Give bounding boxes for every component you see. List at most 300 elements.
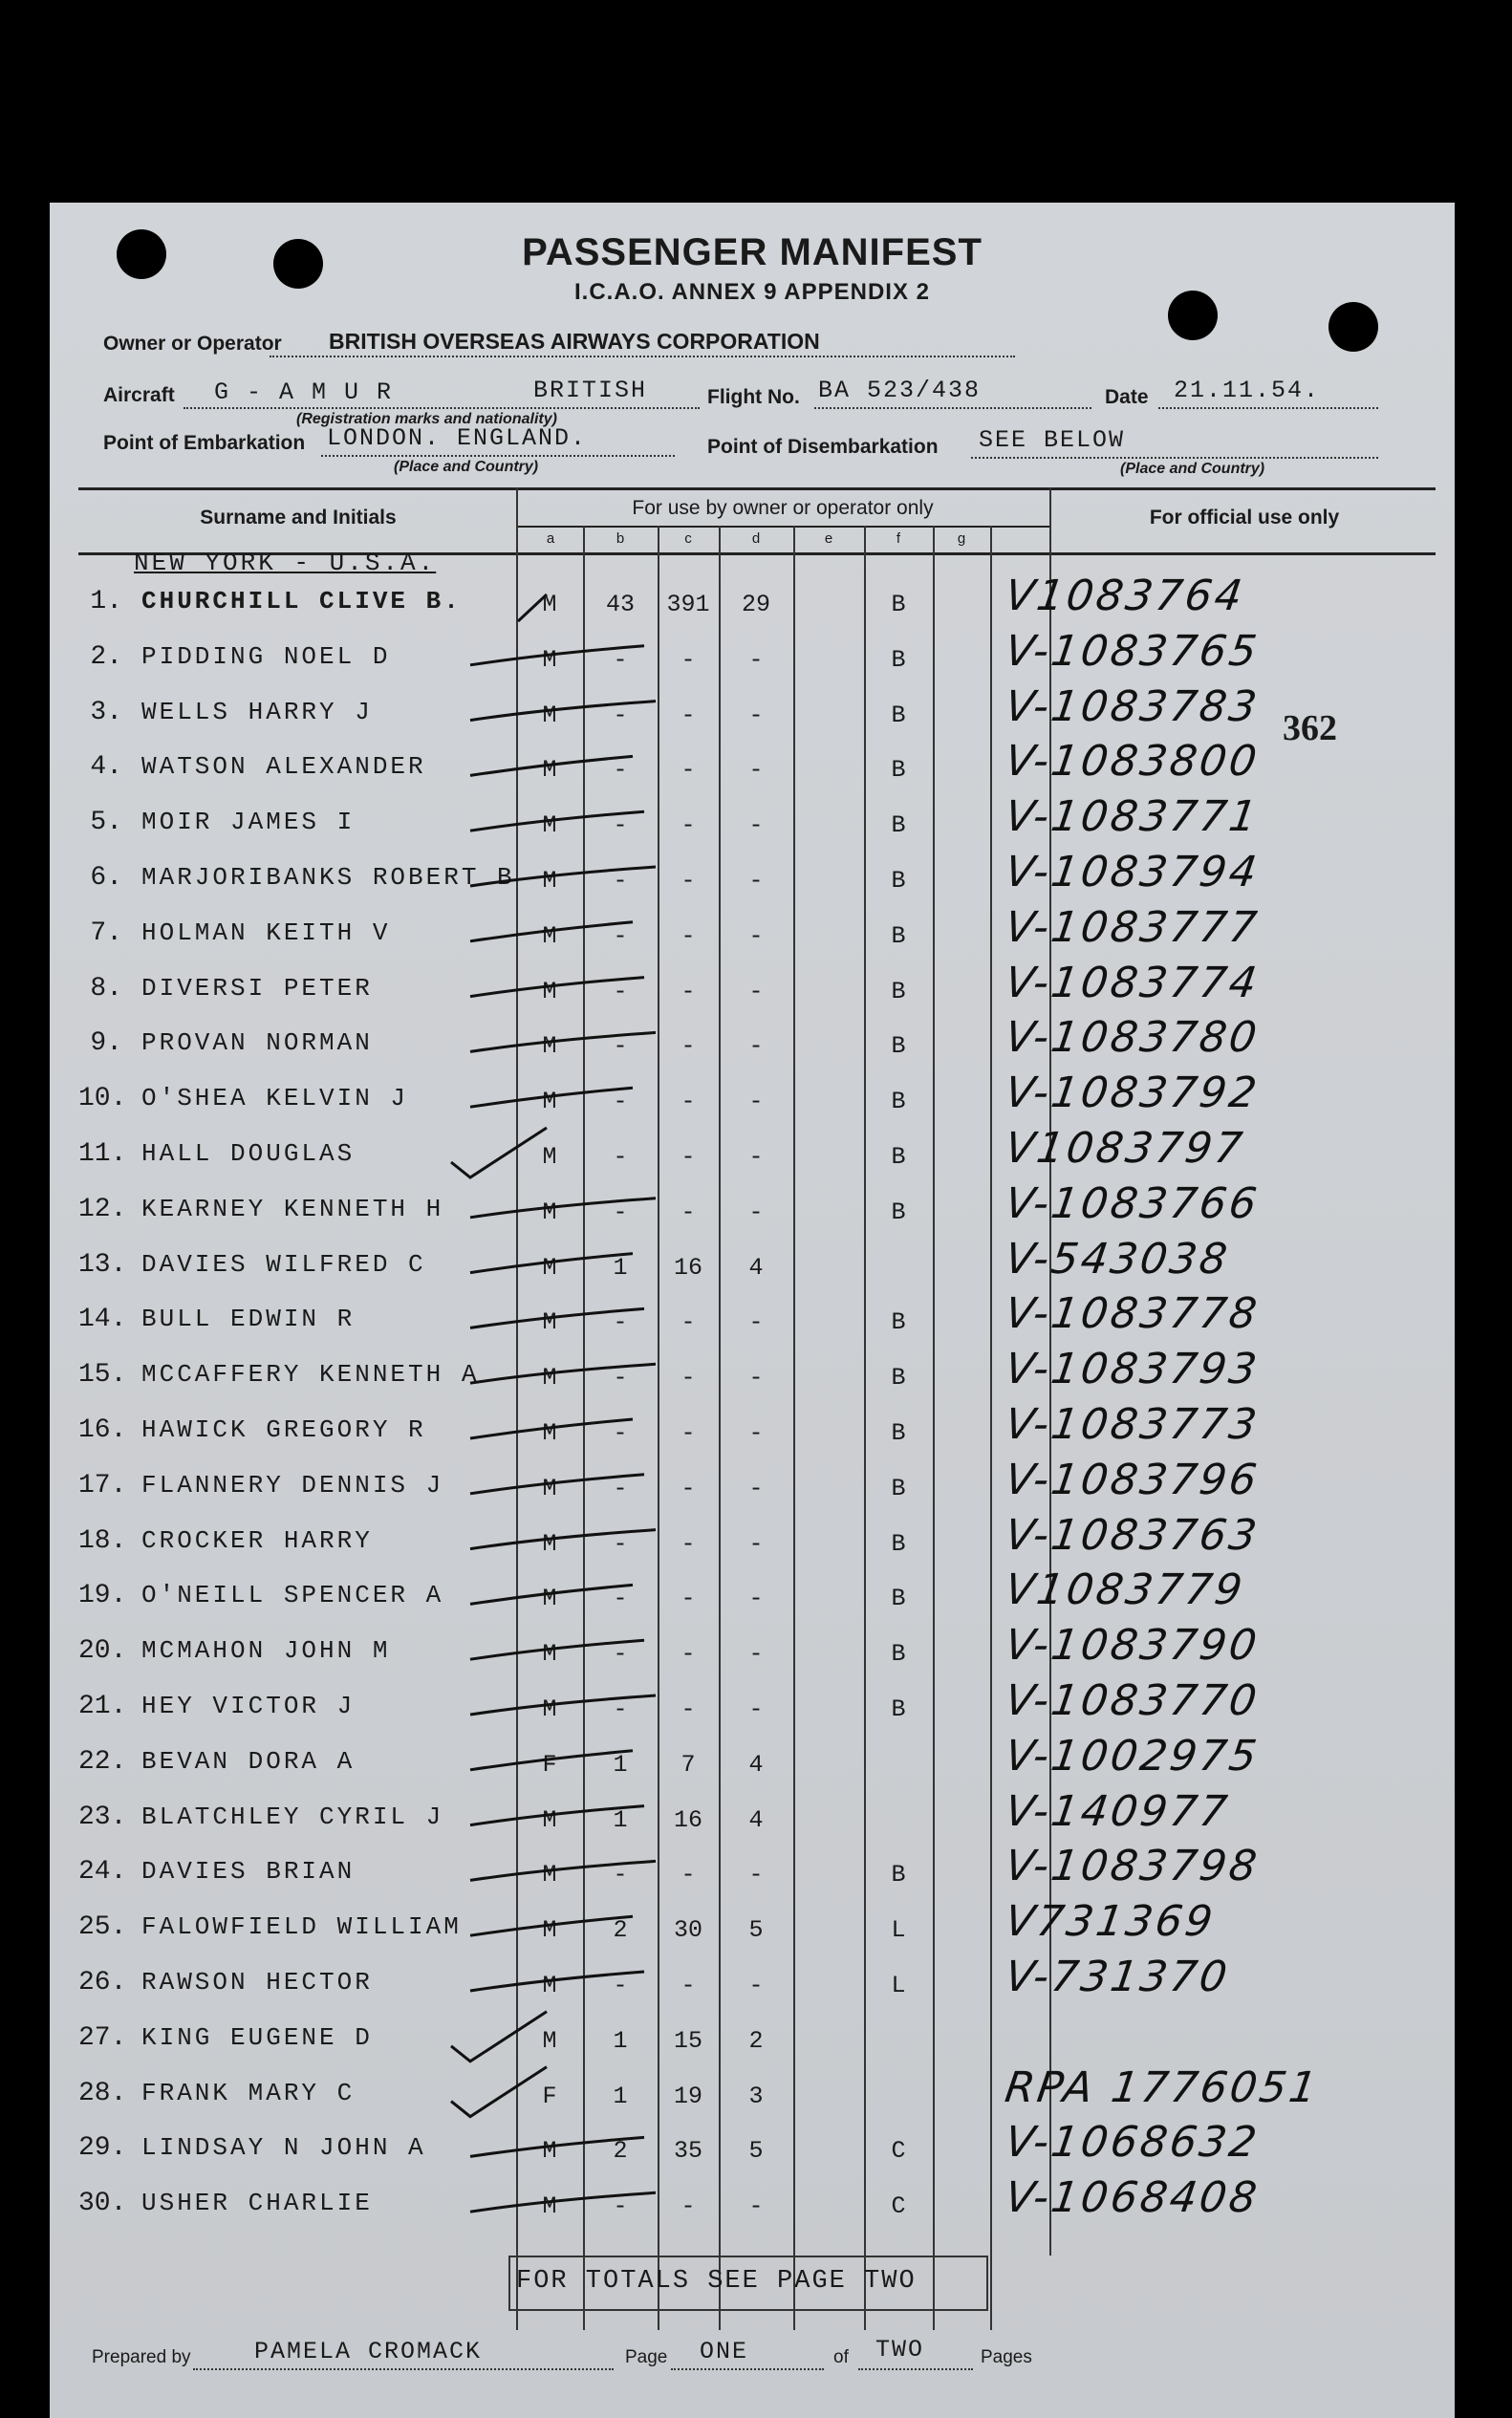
cell-d: 4 <box>748 1750 764 1779</box>
row-number: 2. <box>90 641 122 672</box>
passenger-name: O'NEILL SPENCER A <box>141 1581 444 1610</box>
passenger-name: MARJORIBANKS ROBERT B <box>141 863 515 892</box>
of-label: of <box>833 2347 849 2367</box>
cell-d: - <box>748 1529 764 1558</box>
check-mark <box>470 1530 656 1549</box>
cell-c: - <box>680 811 696 840</box>
visa-number: V-1083777 <box>1002 902 1263 952</box>
cell-d: - <box>748 1585 764 1613</box>
row-number: 1. <box>90 587 122 616</box>
cell-c: - <box>680 1308 696 1337</box>
cell-b: 1 <box>613 1253 628 1282</box>
visa-number: V-1083793 <box>1002 1345 1263 1394</box>
row-number: 4. <box>90 752 122 783</box>
embarkation-label: Point of Embarkation <box>103 432 306 454</box>
check-mark <box>470 978 644 997</box>
sub-column-f: f <box>896 530 901 547</box>
passenger-name: WATSON ALEXANDER <box>141 752 426 782</box>
sub-column-c: c <box>684 530 692 547</box>
cell-c: 391 <box>666 591 710 618</box>
visa-number: V-1068408 <box>1002 2173 1263 2223</box>
visa-number: V-1083780 <box>1002 1013 1263 1063</box>
date-value: 21.11.54. <box>1174 377 1321 404</box>
visa-number: RPA 1776051 <box>1002 2062 1323 2112</box>
passenger-name: MCMAHON JOHN M <box>141 1636 391 1666</box>
check-mark <box>470 1972 644 1991</box>
cell-b: - <box>613 1695 628 1723</box>
visa-number: V-1083790 <box>1002 1621 1263 1671</box>
of-value: TWO <box>875 2336 925 2364</box>
cell-d: - <box>748 1861 764 1889</box>
check-mark <box>518 594 547 621</box>
check-mark <box>470 1419 633 1438</box>
check-mark <box>470 1916 633 1935</box>
cell-d: 5 <box>748 1916 764 1945</box>
cell-a: M <box>542 867 557 895</box>
cell-b: - <box>613 1972 628 1999</box>
official-use-column-header: For official use only <box>1149 507 1340 529</box>
row-number: 9. <box>90 1028 122 1059</box>
cell-d: 4 <box>748 1253 764 1282</box>
cell-f: B <box>891 1861 906 1889</box>
cell-b: - <box>613 921 628 950</box>
cell-d: - <box>748 1474 764 1502</box>
cell-c: - <box>680 1364 696 1393</box>
cell-a: M <box>542 1805 557 1834</box>
cell-a: M <box>542 2026 557 2055</box>
cell-a: M <box>542 756 557 785</box>
check-mark <box>470 922 633 941</box>
visa-number: V-1083796 <box>1002 1455 1263 1504</box>
nationality-value: BRITISH <box>533 377 648 404</box>
check-mark <box>470 1861 656 1880</box>
totals-note: FOR TOTALS SEE PAGE TWO <box>516 2267 917 2296</box>
cell-d: - <box>748 2192 764 2221</box>
cell-c: 15 <box>673 2026 702 2055</box>
cell-d: 3 <box>748 2082 764 2110</box>
page-label: Page <box>625 2347 668 2367</box>
check-mark <box>470 1695 656 1715</box>
cell-a: M <box>542 1474 557 1502</box>
cell-a: M <box>542 1143 557 1171</box>
cell-f: B <box>891 1143 906 1171</box>
cell-b: 1 <box>613 1750 628 1779</box>
passenger-name: USHER CHARLIE <box>141 2189 373 2218</box>
row-number: 30. <box>78 2189 127 2219</box>
cell-f: L <box>891 1916 906 1945</box>
flight-value: BA 523/438 <box>818 377 982 404</box>
cell-f: C <box>891 2137 906 2166</box>
cell-d: - <box>748 701 764 729</box>
check-mark <box>451 2012 547 2062</box>
cell-b: - <box>613 1861 628 1889</box>
passenger-name: HAWICK GREGORY R <box>141 1415 426 1444</box>
cell-d: 4 <box>748 1805 764 1834</box>
cell-a: M <box>542 2192 557 2221</box>
cell-c: - <box>680 867 696 895</box>
check-mark <box>451 2067 547 2117</box>
passenger-name: MCCAFFERY KENNETH A <box>141 1360 480 1390</box>
cell-b: - <box>613 1529 628 1558</box>
disembarkation-label: Point of Disembarkation <box>707 436 939 458</box>
check-mark <box>470 1254 633 1273</box>
cell-a: M <box>542 1529 557 1558</box>
row-number: 22. <box>78 1746 127 1777</box>
row-number: 21. <box>78 1692 127 1721</box>
cell-c: 30 <box>673 1916 702 1945</box>
cell-d: - <box>748 645 764 674</box>
row-number: 12. <box>78 1194 127 1224</box>
cell-f: B <box>891 1088 906 1116</box>
document-title: PASSENGER MANIFEST <box>522 231 983 273</box>
cell-c: - <box>680 2192 696 2221</box>
visa-number: V-1083778 <box>1002 1289 1263 1339</box>
cell-c: 35 <box>673 2137 702 2166</box>
cell-f: L <box>891 1972 906 1999</box>
cell-f: B <box>891 1695 906 1723</box>
cell-d: - <box>748 1695 764 1723</box>
cell-a: M <box>542 921 557 950</box>
row-number: 17. <box>78 1470 127 1500</box>
cell-b: - <box>613 1308 628 1337</box>
cell-f: B <box>891 1529 906 1558</box>
check-mark <box>470 1475 644 1494</box>
cell-b: - <box>613 867 628 895</box>
visa-number: V-1083794 <box>1002 848 1263 896</box>
cell-d: - <box>748 1032 764 1061</box>
cell-c: - <box>680 921 696 950</box>
cell-b: - <box>613 701 628 729</box>
cell-b: - <box>613 1640 628 1669</box>
disembarkation-value: SEE BELOW <box>979 426 1126 454</box>
cell-a: F <box>542 2082 557 2110</box>
row-number: 6. <box>90 863 122 893</box>
cell-a: F <box>542 1750 557 1779</box>
cell-a: M <box>542 1585 557 1613</box>
row-number: 8. <box>90 973 122 1004</box>
cell-a: M <box>542 811 557 840</box>
check-mark <box>470 811 644 831</box>
row-number: 25. <box>78 1912 127 1943</box>
cell-f: B <box>891 977 906 1005</box>
flight-label: Flight No. <box>707 386 800 408</box>
cell-f: B <box>891 591 906 618</box>
check-mark <box>470 756 633 775</box>
sub-column-d: d <box>751 530 761 547</box>
check-mark <box>470 702 656 721</box>
cell-c: - <box>680 1143 696 1171</box>
passenger-name: BLATCHLEY CYRIL J <box>141 1802 444 1831</box>
passenger-name: DAVIES BRIAN <box>141 1857 356 1887</box>
visa-number: V1083797 <box>1002 1124 1248 1173</box>
row-number: 18. <box>78 1525 127 1556</box>
cell-c: - <box>680 756 696 785</box>
cell-a: M <box>542 1861 557 1889</box>
visa-number: V-1083771 <box>1002 792 1263 842</box>
visa-number: V-1002975 <box>1002 1731 1263 1781</box>
cell-d: 2 <box>748 2026 764 2055</box>
cell-d: - <box>748 1143 764 1171</box>
cell-f: B <box>891 1308 906 1337</box>
date-label: Date <box>1105 386 1149 408</box>
cell-c: - <box>680 1861 696 1889</box>
passenger-name: PROVAN NORMAN <box>141 1028 373 1058</box>
cell-f: B <box>891 1474 906 1502</box>
check-mark <box>470 2192 656 2212</box>
disembarkation-note: (Place and Country) <box>1120 461 1265 477</box>
sub-column-g: g <box>957 530 966 547</box>
cell-b: - <box>613 1032 628 1061</box>
cell-b: - <box>613 1198 628 1226</box>
row-number: 15. <box>78 1360 127 1391</box>
cell-a: M <box>542 1419 557 1447</box>
embarkation-note: (Place and Country) <box>394 459 539 475</box>
cell-b: - <box>613 977 628 1005</box>
cell-b: 2 <box>613 2137 628 2166</box>
cell-d: - <box>748 1972 764 1999</box>
cell-d: - <box>748 811 764 840</box>
cell-c: - <box>680 1032 696 1061</box>
cell-d: - <box>748 1088 764 1116</box>
visa-number: V-1068632 <box>1002 2118 1263 2168</box>
visa-number: V-731370 <box>1002 1953 1233 2001</box>
passenger-name: BEVAN DORA A <box>141 1746 356 1776</box>
visa-number: V-1083783 <box>1002 681 1263 731</box>
cell-d: - <box>748 756 764 785</box>
cell-c: - <box>680 1088 696 1116</box>
cell-c: 7 <box>680 1750 696 1779</box>
cell-a: M <box>542 1198 557 1226</box>
visa-number: V1083779 <box>1002 1565 1248 1615</box>
cell-f: C <box>891 2192 906 2221</box>
row-number: 14. <box>78 1305 127 1335</box>
cell-d: - <box>748 1364 764 1393</box>
check-mark <box>470 867 656 886</box>
cell-c: - <box>680 645 696 674</box>
cell-a: M <box>542 1364 557 1393</box>
visa-number: V-1083765 <box>1002 626 1263 676</box>
row-number: 13. <box>78 1249 127 1280</box>
page-value: ONE <box>700 2338 749 2365</box>
cell-f: B <box>891 701 906 729</box>
cell-b: 1 <box>613 2082 628 2110</box>
cell-b: - <box>613 645 628 674</box>
cell-f: B <box>891 756 906 785</box>
cell-a: M <box>542 1253 557 1282</box>
passenger-name: CHURCHILL CLIVE B. <box>141 587 462 615</box>
cell-d: - <box>748 977 764 1005</box>
check-mark <box>470 1032 656 1051</box>
visa-number: V-543038 <box>1002 1234 1233 1284</box>
cell-c: - <box>680 1640 696 1669</box>
passenger-name: HOLMAN KEITH V <box>141 918 391 947</box>
owner-use-column-header: For use by owner or operator only <box>632 497 934 519</box>
visa-number: V-1083800 <box>1002 737 1263 787</box>
cell-c: - <box>680 977 696 1005</box>
prepared-by-label: Prepared by <box>92 2347 191 2367</box>
cell-a: M <box>542 591 557 618</box>
registration-note: (Registration marks and nationality) <box>296 411 557 427</box>
cell-b: - <box>613 1585 628 1613</box>
row-number: 16. <box>78 1415 127 1445</box>
visa-number: V-1083792 <box>1002 1069 1263 1118</box>
visa-number: V731369 <box>1002 1897 1219 1947</box>
tick-marks <box>50 203 1455 2418</box>
cell-d: - <box>748 1198 764 1226</box>
check-mark <box>470 1088 633 1107</box>
cell-b: - <box>613 1419 628 1447</box>
cell-b: - <box>613 1474 628 1502</box>
cell-f: B <box>891 645 906 674</box>
check-mark <box>470 1585 633 1604</box>
cell-c: - <box>680 1474 696 1502</box>
passenger-name: HALL DOUGLAS <box>141 1139 356 1168</box>
cell-b: 1 <box>613 1805 628 1834</box>
cell-b: - <box>613 2192 628 2221</box>
cell-c: - <box>680 1198 696 1226</box>
row-number: 24. <box>78 1857 127 1888</box>
passenger-name: LINDSAY N JOHN A <box>141 2133 426 2163</box>
cell-b: 2 <box>613 1916 628 1945</box>
cell-a: M <box>542 1308 557 1337</box>
row-number: 19. <box>78 1581 127 1611</box>
row-number: 29. <box>78 2133 127 2164</box>
visa-number: V-1083770 <box>1002 1676 1263 1725</box>
cell-f: B <box>891 1419 906 1447</box>
row-number: 20. <box>78 1636 127 1667</box>
cell-b: - <box>613 811 628 840</box>
row-number: 27. <box>78 2022 127 2053</box>
visa-number: V-1083763 <box>1002 1510 1263 1560</box>
surname-column-header: Surname and Initials <box>200 507 397 529</box>
cell-c: - <box>680 1695 696 1723</box>
cell-c: - <box>680 1585 696 1613</box>
cell-c: 16 <box>673 1253 702 1282</box>
passenger-name: FLANNERY DENNIS J <box>141 1470 444 1500</box>
cell-c: - <box>680 1972 696 1999</box>
row-number: 23. <box>78 1802 127 1832</box>
cell-b: 43 <box>605 591 635 618</box>
cell-d: - <box>748 1419 764 1447</box>
cell-f: B <box>891 1640 906 1669</box>
check-mark <box>470 1640 644 1659</box>
cell-a: M <box>542 1032 557 1061</box>
sub-column-b: b <box>616 530 625 547</box>
visa-number: V-140977 <box>1002 1786 1233 1836</box>
visa-number: V-1083766 <box>1002 1178 1263 1228</box>
destination-heading: NEW YORK - U.S.A. <box>134 549 437 577</box>
passenger-name: DAVIES WILFRED C <box>141 1249 426 1279</box>
passenger-name: KEARNEY KENNETH H <box>141 1194 444 1223</box>
pages-label: Pages <box>981 2347 1032 2367</box>
cell-f: B <box>891 811 906 840</box>
passenger-name: RAWSON HECTOR <box>141 1968 373 1997</box>
passenger-name: FALOWFIELD WILLIAM <box>141 1912 462 1942</box>
row-number: 11. <box>78 1139 127 1169</box>
passenger-name: PIDDING NOEL D <box>141 641 391 671</box>
manifest-sheet <box>50 203 1455 2418</box>
passenger-name: KING EUGENE D <box>141 2022 373 2052</box>
owner-label: Owner or Operator <box>103 333 282 355</box>
row-number: 10. <box>78 1084 127 1114</box>
check-mark <box>451 1128 547 1177</box>
cell-c: 16 <box>673 1805 702 1834</box>
cell-b: 1 <box>613 2026 628 2055</box>
check-mark <box>470 1751 633 1770</box>
cell-c: - <box>680 1419 696 1447</box>
passenger-name: BULL EDWIN R <box>141 1305 356 1334</box>
cell-f: B <box>891 1364 906 1393</box>
cell-a: M <box>542 701 557 729</box>
check-mark <box>470 1198 656 1218</box>
passenger-name: CROCKER HARRY <box>141 1525 373 1555</box>
row-number: 3. <box>90 697 122 727</box>
cell-b: - <box>613 756 628 785</box>
cell-c: - <box>680 701 696 729</box>
cell-d: 29 <box>741 591 770 618</box>
cell-d: - <box>748 921 764 950</box>
side-number: 362 <box>1283 708 1337 748</box>
cell-d: - <box>748 867 764 895</box>
passenger-name: O'SHEA KELVIN J <box>141 1084 409 1113</box>
passenger-name: DIVERSI PETER <box>141 973 373 1003</box>
cell-b: - <box>613 1364 628 1393</box>
cell-a: M <box>542 1695 557 1723</box>
cell-a: M <box>542 977 557 1005</box>
cell-a: M <box>542 2137 557 2166</box>
cell-f: B <box>891 867 906 895</box>
cell-d: - <box>748 1308 764 1337</box>
cell-c: 19 <box>673 2082 702 2110</box>
document-subtitle: I.C.A.O. ANNEX 9 APPENDIX 2 <box>574 279 930 305</box>
cell-f: B <box>891 921 906 950</box>
cell-b: - <box>613 1143 628 1171</box>
cell-f: B <box>891 1585 906 1613</box>
passenger-name: FRANK MARY C <box>141 2078 356 2107</box>
cell-d: 5 <box>748 2137 764 2166</box>
visa-number: V1083764 <box>1002 572 1248 620</box>
check-mark <box>470 2137 644 2156</box>
cell-d: - <box>748 1640 764 1669</box>
cell-a: M <box>542 1972 557 1999</box>
row-number: 5. <box>90 808 122 838</box>
row-number: 26. <box>78 1968 127 1997</box>
aircraft-label: Aircraft <box>103 384 175 406</box>
sub-column-a: a <box>546 530 555 547</box>
cell-f: B <box>891 1198 906 1226</box>
check-mark <box>470 1364 656 1383</box>
cell-b: - <box>613 1088 628 1116</box>
check-mark <box>470 646 644 665</box>
cell-a: M <box>542 1088 557 1116</box>
cell-c: - <box>680 1529 696 1558</box>
embarkation-value: LONDON. ENGLAND. <box>327 424 588 452</box>
aircraft-value: G - A M U R <box>214 378 394 406</box>
owner-value: BRITISH OVERSEAS AIRWAYS CORPORATION <box>329 329 820 354</box>
check-mark <box>470 1308 644 1328</box>
check-mark <box>470 1806 644 1825</box>
row-number: 28. <box>78 2078 127 2108</box>
cell-a: M <box>542 645 557 674</box>
cell-a: M <box>542 1640 557 1669</box>
prepared-by-value: PAMELA CROMACK <box>254 2338 483 2365</box>
visa-number: V-1083798 <box>1002 1842 1263 1891</box>
cell-f: B <box>891 1032 906 1061</box>
cell-a: M <box>542 1916 557 1945</box>
passenger-name: HEY VICTOR J <box>141 1692 356 1720</box>
visa-number: V-1083774 <box>1002 958 1263 1007</box>
passenger-name: WELLS HARRY J <box>141 697 373 726</box>
